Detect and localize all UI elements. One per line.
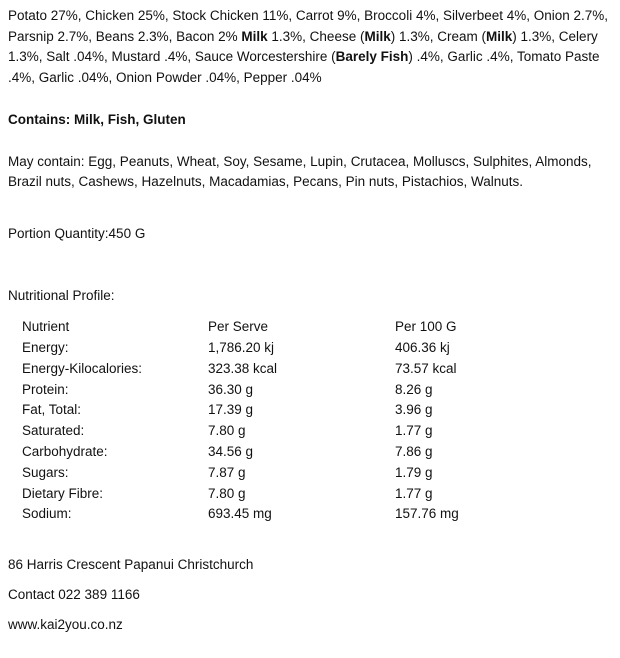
nutrition-row — [22, 504, 515, 525]
nutrition-table — [22, 316, 515, 524]
per-100g-value: 8.26 g — [395, 381, 433, 397]
nutrition-row — [22, 483, 515, 504]
ingredient-allergen-text: Milk — [241, 28, 268, 44]
per-100g-value: 157.76 mg — [395, 506, 459, 522]
per-serve-value: 323.38 kcal — [208, 360, 278, 376]
nutrition-row — [22, 462, 515, 483]
nutrient-name: Sugars: — [22, 464, 69, 480]
per-serve-value: 7.80 g — [208, 485, 246, 501]
per-serve-value: 7.87 g — [208, 464, 246, 480]
per-serve-value: 17.39 g — [208, 402, 254, 418]
ingredient-text: 1.3%, Cheese ( — [267, 28, 365, 44]
ingredient-text: ) .4%, Garlic .4%, Tomato Paste .4%, Garlic .04%, Onion Powder .04%, Pepper .04% — [8, 49, 600, 86]
per-100g-value: 73.57 kcal — [395, 360, 457, 376]
per-100g-value: 3.96 g — [395, 402, 433, 418]
per-100g-value: 7.86 g — [395, 444, 433, 459]
ingredient-text: ) 1.3%, Cream ( — [390, 28, 487, 44]
nutrient-name: Energy-Kilocalories: — [22, 360, 143, 376]
nutrition-row — [22, 358, 515, 379]
nutrition-row — [22, 379, 515, 400]
ingredient-text: Potato 27%, Chicken 25%, Stock Chicken 11%, Carrot 9%, Broccoli 4%, Silverbeet 4%, Onion 2.7%, Parsnip 2.7%, Beans 2.3%, Bacon 2% — [8, 8, 609, 44]
nutrient-name: Energy: — [22, 340, 69, 356]
per-serve-value: 7.80 g — [208, 423, 246, 439]
per-100g-value: 406.36 kj — [395, 340, 450, 356]
ingredient-text: ) 1.3%, Celery 1.3%, Salt .04%, Mustard .4%, Sauce Worcestershire ( — [8, 28, 598, 65]
nutrient-name: Sodium: — [22, 506, 72, 522]
address: 86 Harris Crescent Papanui Christchurch — [8, 557, 254, 573]
nutrition-row — [22, 400, 515, 421]
portion-quantity: Portion Quantity:450 G — [8, 225, 146, 241]
nutrient-name: Protein: — [22, 381, 69, 397]
ingredient-allergen-text: Milk — [364, 28, 391, 44]
per-serve-value: 693.45 mg — [208, 506, 272, 522]
website-link[interactable]: www.kai2you.co.nz — [8, 617, 123, 633]
header-per-serve: Per Serve — [208, 319, 269, 335]
nutrition-row — [22, 337, 515, 358]
nutrient-name: Dietary Fibre: — [22, 485, 104, 501]
nutrient-name: Saturated: — [22, 423, 85, 439]
nutrition-row — [22, 420, 515, 441]
contact-phone: Contact 022 389 1166 — [8, 587, 140, 603]
per-100g-value: 1.77 g — [395, 423, 433, 439]
header-nutrient: Nutrient — [22, 319, 70, 335]
nutrient-name: Carbohydrate: — [22, 444, 108, 459]
nutrition-title: Nutritional Profile: — [8, 287, 115, 303]
header-per-100g: Per 100 G — [395, 319, 457, 335]
nutrition-row — [22, 441, 515, 462]
ingredients-list — [8, 6, 614, 89]
ingredient-allergen-text: Milk — [486, 28, 513, 44]
nutrient-name: Fat, Total: — [22, 402, 82, 418]
per-serve-value: 34.56 g — [208, 444, 254, 459]
allergen-may-contain: May contain: Egg, Peanuts, Wheat, Soy, Sesame, Lupin, Crutacea, Molluscs, Sulphites, Almonds, Brazil nuts, Cashews, Hazelnuts, Macadamias, Pecans, Pin nuts, Pistachios, Walnuts. — [8, 153, 592, 190]
product-info-page — [8, 6, 614, 635]
ingredient-allergen-text: Barely Fish — [335, 49, 409, 65]
per-serve-value: 1,786.20 kj — [208, 340, 275, 356]
per-100g-value: 1.77 g — [395, 485, 433, 501]
nutrition-header-row — [22, 316, 515, 337]
per-serve-value: 36.30 g — [208, 381, 254, 397]
allergen-contains: Contains: Milk, Fish, Gluten — [8, 111, 186, 127]
per-100g-value: 1.79 g — [395, 464, 433, 480]
